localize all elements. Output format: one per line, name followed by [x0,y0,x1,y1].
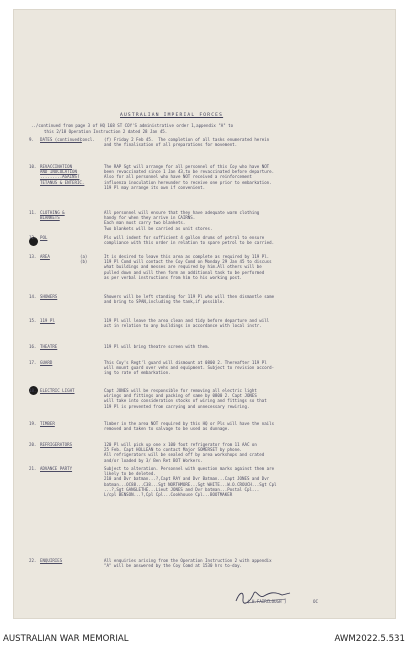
section-text-line: 120 Pl will pick up one x 100 foot refrigerator from 11 AAC on [104,442,257,447]
section-text-line: All refrigerators will be sealed off by area workshops and crated [104,452,265,458]
section-text-line: 119 Pl may arrange its own if convenient. [104,184,206,190]
section-text-line: 119 Pl Comd will contact the Coy Comd on Monday 29 Jan 45 to discuss [104,259,272,265]
section-text-line: what buildings and messes are required by him.All others will be [104,264,262,270]
section-number: 10. [29,164,37,169]
footer-bar [0,627,409,653]
section-number: 21. [29,466,37,471]
section-text-line: Two blankets will be carried as unit stores. [104,225,213,231]
section-label: POL [40,235,48,240]
section-text-line: 119 Pl will leave the area clean and tidy before departure and will [104,318,270,323]
section-text-line: influenza inoculation hereunder to receive one prior to embarkation. [104,179,272,185]
section-text-line: (f) Friday 2 Feb 45. The completion of all tasks enumerated herein [104,137,270,142]
section-label: AREA [40,254,50,259]
section-sublabel: concl. [80,137,95,142]
section-number: 15. [29,318,37,323]
section-label: THEATRE [40,344,58,349]
section-number: 22. [29,558,37,563]
section-text-line: removed and taken to salvage to be used as dunnage. [104,426,230,432]
section-text-line: been revaccinated since 1 Jan 43,to be revaccinated before departure. [104,169,275,175]
section-text-line: All personnel will ensure that they have adequate warm clothing [104,210,260,215]
section-sublabel: (a) (b) [80,254,88,265]
section-text-line: will mount guard over vehs and equipment. Subject to revision accord- [104,365,275,371]
section-number: 14. [29,294,37,299]
section-text-line: Showers will be left standing for 119 Pl who will then dismantle same [104,294,275,299]
section-text-line: batman...OC88...C38...Sgt NORTHMORE...Sgt WHITE...W.O.CROUCH...Sgt Cpl [104,481,277,487]
section-text-line: 119 Pl will bring theatre screen with them. [104,344,210,349]
section-text-line: 210 and Dvr batman...?,Capt RAY and Dvr Batman...Capt JONES and Dvr [104,476,270,482]
section-number: 17. [29,360,37,365]
section-text-line: Timber in the area NOT required by this HQ or Pls will have the nails [104,421,275,426]
section-label: GUARD [40,360,53,365]
footer-institution: AUSTRALIAN WAR MEMORIAL [3,634,129,644]
section-number: 12. [29,235,37,240]
section-number: 20. [29,442,37,447]
section-label: REVACCINATION AND INOCULATION .........AGAINST TETANUS & ENTERIC. [40,164,85,185]
section-label: DATES (continued) [40,137,82,142]
document-title: AUSTRALIAN IMPERIAL FORCES [120,113,224,118]
section-number: 11. [29,210,37,215]
section-text-line: L/cpl BENSON...?,Cpl Cpl...Cookhouse Cpl...BOOTMAKER [104,492,233,497]
section-text-line: Subject to alteration. Personnel with question marks against them are [104,466,275,471]
section-text-line: 25 Feb. Capt HOLLEAN to contact Major SOMERSET by phone. [104,447,243,453]
footer-accession: AWM2022.5.531 [334,634,405,644]
section-label: SHOWERS [40,294,58,299]
intro-line: this 2/18 Operation Instruction 2 dated 28 Jan 45. [44,129,168,134]
section-number: 9. [29,137,34,142]
section-text-line: and the finalisation of all preparations for movement. [104,142,238,148]
section-label: ADVANCE PARTY [40,466,73,471]
section-text-line: Each man must carry two blankets. [104,220,186,226]
section-number: 13. [29,254,37,259]
document-page [13,9,396,619]
section-text-line: and bring to SPAN,including the tank,if possible. [104,299,225,305]
intro-line: ../continued from page 3 of HQ 168 ST COY'S administrative order 1,appendix "A" to [31,123,234,128]
section-text-line: as per verbal instructions from him to his working post. [104,274,243,280]
section-text-line: pulled down and will then form an additional task to be performed [104,269,265,275]
section-text-line: will take into consideration stocks of wiring and fittings so that [104,398,267,404]
section-text-line: Capt JONES will be responsible for removing all electric light [104,388,257,393]
section-text-line: "A" will be answered by the Coy Comd at 1530 hrs to-day. [104,563,243,569]
section-number: 19. [29,421,37,426]
section-text-line: act in relation to any buildings in accordance with local instr. [104,323,262,329]
section-text-line: Pls will indent for sufficient 4 gallon drums of petrol to ensure [104,235,265,240]
section-label: REFRIGERATORS [40,442,73,447]
section-number: 16. [29,344,37,349]
section-text-line: 119 Pl is prevented from carrying and unnecessary rewiring. [104,403,250,409]
signature-name: ( H.FAIRCLOUGH ) [247,599,287,604]
section-label: ENQUIRIES [40,558,63,563]
section-text-line: compliance with this order in relation to spare petrol to be carried. [104,240,275,246]
section-label: CLOTHING & BLANKETS [40,210,65,221]
section-text-line: ing to rate of embarkation. [104,370,171,376]
section-text-line: wirings and fittings and packing of same by 0800 2. Capt JONES [104,393,257,399]
section-text-line: Also for all personnel who have NOT received a reinforcement [104,174,252,180]
section-text-line: This Coy's Regt'l guard will dismount at 0800 2. Thereafter 119 Pl [104,360,267,365]
section-text-line: The RAP Sgt will arrange for all personnel of this Coy who have NOT [104,164,270,169]
section-label: TIMBER [40,421,55,426]
section-text-line: It is desired to leave this area as complete as required by 119 Pl. [104,254,270,259]
section-text-line: ...?,Sgt GANGLETHE...Lieut JONES and Dvr batman...Postal Cpl... [104,486,260,492]
section-text-line: and/or loaded by 3/ Ben Ret BOT Workers. [104,457,203,463]
section-label: ELECTRIC LIGHT [40,388,75,393]
section-label: 119 Pl [40,318,55,323]
section-text-line: All enquiries arising from the Operation Instruction 2 with appendix [104,558,272,563]
section-text-line: likely to be deleted. [104,471,156,477]
signature-rank: OC [313,599,318,604]
section-number: 18. [29,388,37,393]
section-text-line: handy for when they arrive in CAIRNS. [104,215,196,221]
